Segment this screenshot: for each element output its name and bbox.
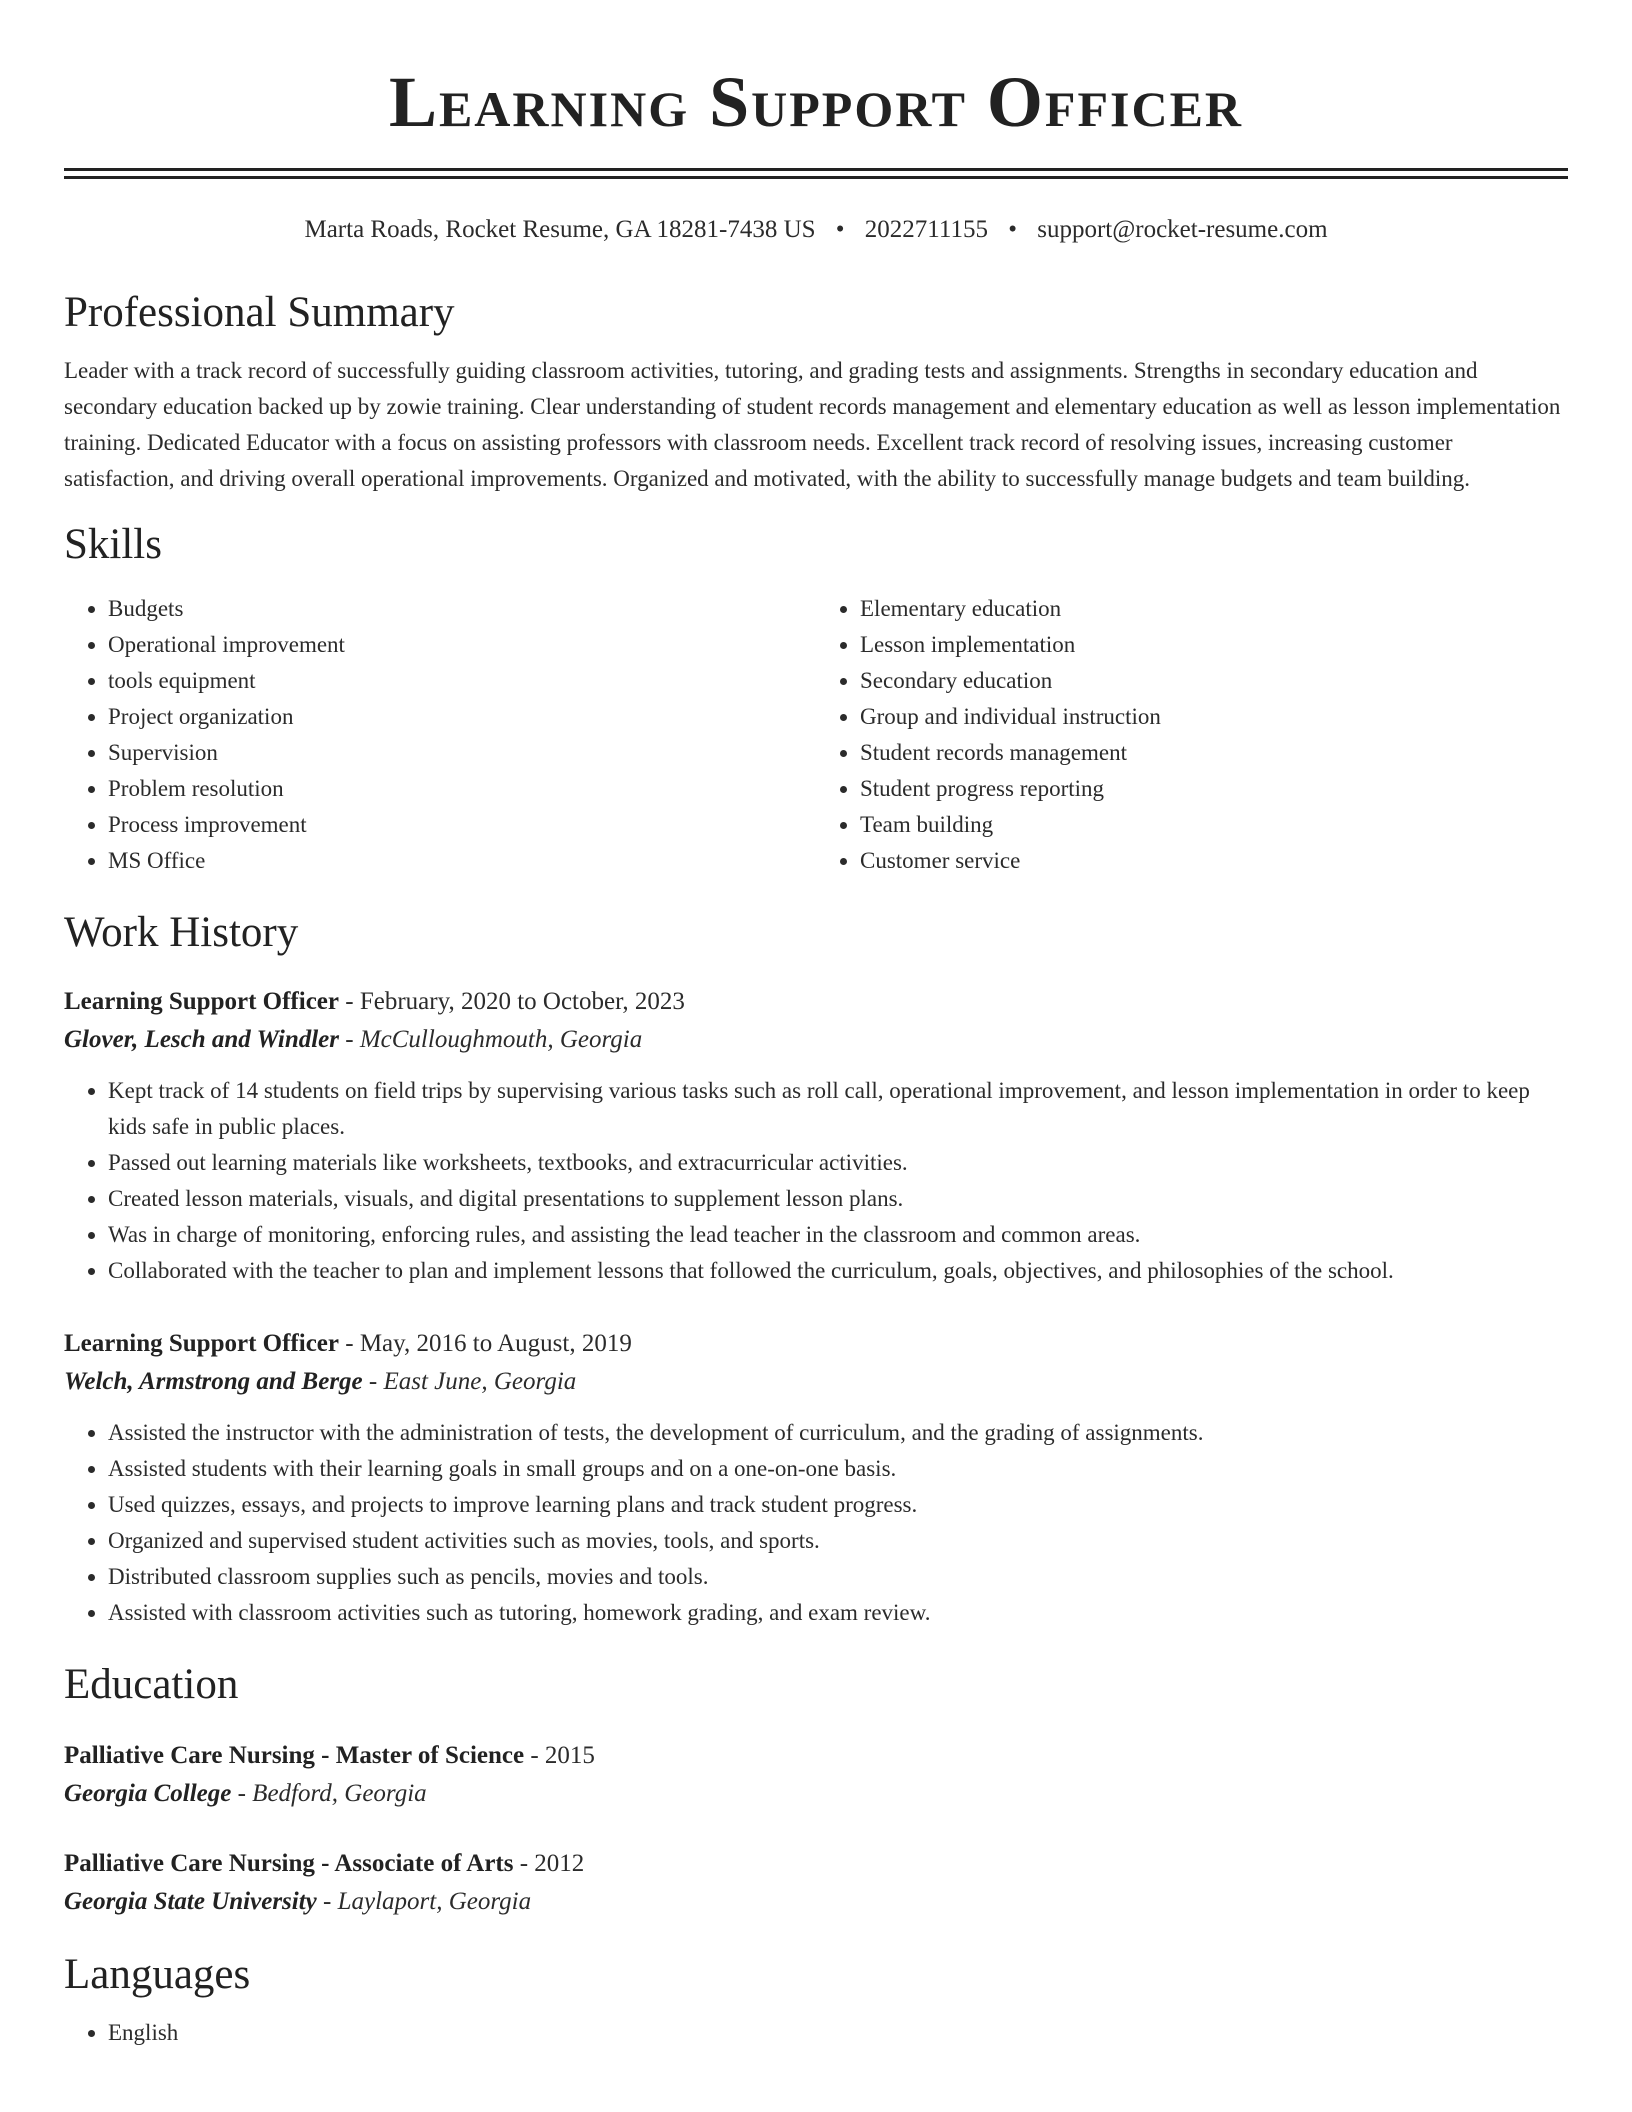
skills-list-right xyxy=(816,591,1568,879)
languages-list xyxy=(64,2015,1568,2051)
skills-columns xyxy=(64,591,1568,879)
job-dates: - May, 2016 to August, 2019 xyxy=(339,1330,632,1357)
job-company: Glover, Lesch and Windler xyxy=(64,1026,340,1053)
skill-item: • Problem resolution xyxy=(108,771,816,807)
header-divider xyxy=(64,168,1568,179)
skill-item: • Student records management xyxy=(860,735,1568,771)
education-heading xyxy=(64,1845,1568,1883)
job-duty: • Assisted the instructor with the administration of tests, the development of curriculum, and the grading of assignments. xyxy=(108,1415,1568,1451)
job-duty: • Was in charge of monitoring, enforcing rules, and assisting the lead teacher in the classroom and common areas. xyxy=(108,1217,1568,1253)
job-duty: • Distributed classroom supplies such as pencils, movies and tools. xyxy=(108,1559,1568,1595)
section-title-skills: Skills xyxy=(64,521,162,568)
education-entry xyxy=(64,1737,1568,1813)
education-degree: Palliative Care Nursing - Associate of Arts xyxy=(64,1850,514,1877)
skill-item: • Team building xyxy=(860,807,1568,843)
job-entry xyxy=(64,983,1568,1289)
education-heading xyxy=(64,1737,1568,1775)
job-role: Learning Support Officer xyxy=(64,1330,339,1357)
job-company: Welch, Armstrong and Berge xyxy=(64,1368,363,1395)
job-employer xyxy=(64,1363,1568,1401)
job-duty: • Assisted with classroom activities such as tutoring, homework grading, and exam review. xyxy=(108,1595,1568,1631)
skill-item: • Elementary education xyxy=(860,591,1568,627)
skill-item: • MS Office xyxy=(108,843,816,879)
job-duties-list xyxy=(64,1415,1568,1631)
job-heading xyxy=(64,1325,1568,1363)
section-title-summary: Professional Summary xyxy=(64,289,455,336)
skill-item: • Supervision xyxy=(108,735,816,771)
education-year: - 2012 xyxy=(513,1850,585,1877)
education-institution xyxy=(64,1775,1568,1813)
contact-address: Marta Roads, Rocket Resume, GA 18281-7438 US xyxy=(304,216,816,243)
skill-item: • Process improvement xyxy=(108,807,816,843)
skill-item: • tools equipment xyxy=(108,663,816,699)
education-degree: Palliative Care Nursing - Master of Science xyxy=(64,1742,525,1769)
skill-item: • Student progress reporting xyxy=(860,771,1568,807)
skill-item: • Operational improvement xyxy=(108,627,816,663)
job-location: - East June, Georgia xyxy=(362,1368,577,1395)
education-entry xyxy=(64,1845,1568,1921)
skill-item: • Lesson implementation xyxy=(860,627,1568,663)
job-duty: • Assisted students with their learning goals in small groups and on a one-on-one basis. xyxy=(108,1451,1568,1487)
job-duty: • Collaborated with the teacher to plan and implement lessons that followed the curriculum, goals, objectives, and philosophies of the school. xyxy=(108,1253,1568,1289)
summary-text: Leader with a track record of successfully guiding classroom activities, tutoring, and grading tests and assignments. Strengths in secondary education and secondary education backed up by zowie training. Clear understanding of student records management and elementary education as well as lesson implementation training. Dedicated Educator with a focus on assisting professors with classroom needs. Excellent track record of resolving issues, increasing customer satisfaction, and driving overall operational improvements. Organized and motivated, with the ability to successfully manage budgets and team building. xyxy=(64,358,1561,491)
contact-email: support@rocket-resume.com xyxy=(1037,216,1328,243)
contact-separator: • xyxy=(835,216,845,243)
skill-item: • Group and individual instruction xyxy=(860,699,1568,735)
skill-item: • Budgets xyxy=(108,591,816,627)
education-institution xyxy=(64,1883,1568,1921)
job-duty: • Kept track of 14 students on field trips by supervising various tasks such as roll call, operational improvement, and lesson implementation in order to keep kids safe in public places. xyxy=(108,1073,1568,1145)
job-duties-list xyxy=(64,1073,1568,1289)
job-duty: • Organized and supervised student activities such as movies, tools, and sports. xyxy=(108,1523,1568,1559)
education-location: - Laylaport, Georgia xyxy=(316,1888,532,1915)
language-item: • English xyxy=(108,2015,1568,2051)
job-employer xyxy=(64,1021,1568,1059)
job-duty: • Passed out learning materials like worksheets, textbooks, and extracurricular activities. xyxy=(108,1145,1568,1181)
skill-item: • Customer service xyxy=(860,843,1568,879)
section-title-languages: Languages xyxy=(64,1951,251,1998)
contact-phone: 2022711155 xyxy=(864,216,988,243)
job-entry xyxy=(64,1325,1568,1631)
contact-separator: • xyxy=(1008,216,1017,243)
job-location: - McCulloughmouth, Georgia xyxy=(339,1026,643,1053)
job-dates: - February, 2020 to October, 2023 xyxy=(339,988,685,1015)
job-duty: • Used quizzes, essays, and projects to improve learning plans and track student progress. xyxy=(108,1487,1568,1523)
section-title-work-history: Work History xyxy=(64,909,299,956)
education-location: - Bedford, Georgia xyxy=(231,1780,427,1807)
skill-item: • Project organization xyxy=(108,699,816,735)
job-duty: • Created lesson materials, visuals, and digital presentations to supplement lesson plans. xyxy=(108,1181,1568,1217)
education-school: Georgia State University xyxy=(64,1888,317,1915)
education-school: Georgia College xyxy=(64,1780,232,1807)
job-heading xyxy=(64,983,1568,1021)
skills-list-left xyxy=(64,591,816,879)
education-year: - 2015 xyxy=(524,1742,595,1769)
contact-line xyxy=(64,213,1568,247)
section-title-education: Education xyxy=(64,1661,239,1708)
candidate-name: Learning Support Officer xyxy=(388,62,1244,142)
skill-item: • Secondary education xyxy=(860,663,1568,699)
job-role: Learning Support Officer xyxy=(64,988,339,1015)
